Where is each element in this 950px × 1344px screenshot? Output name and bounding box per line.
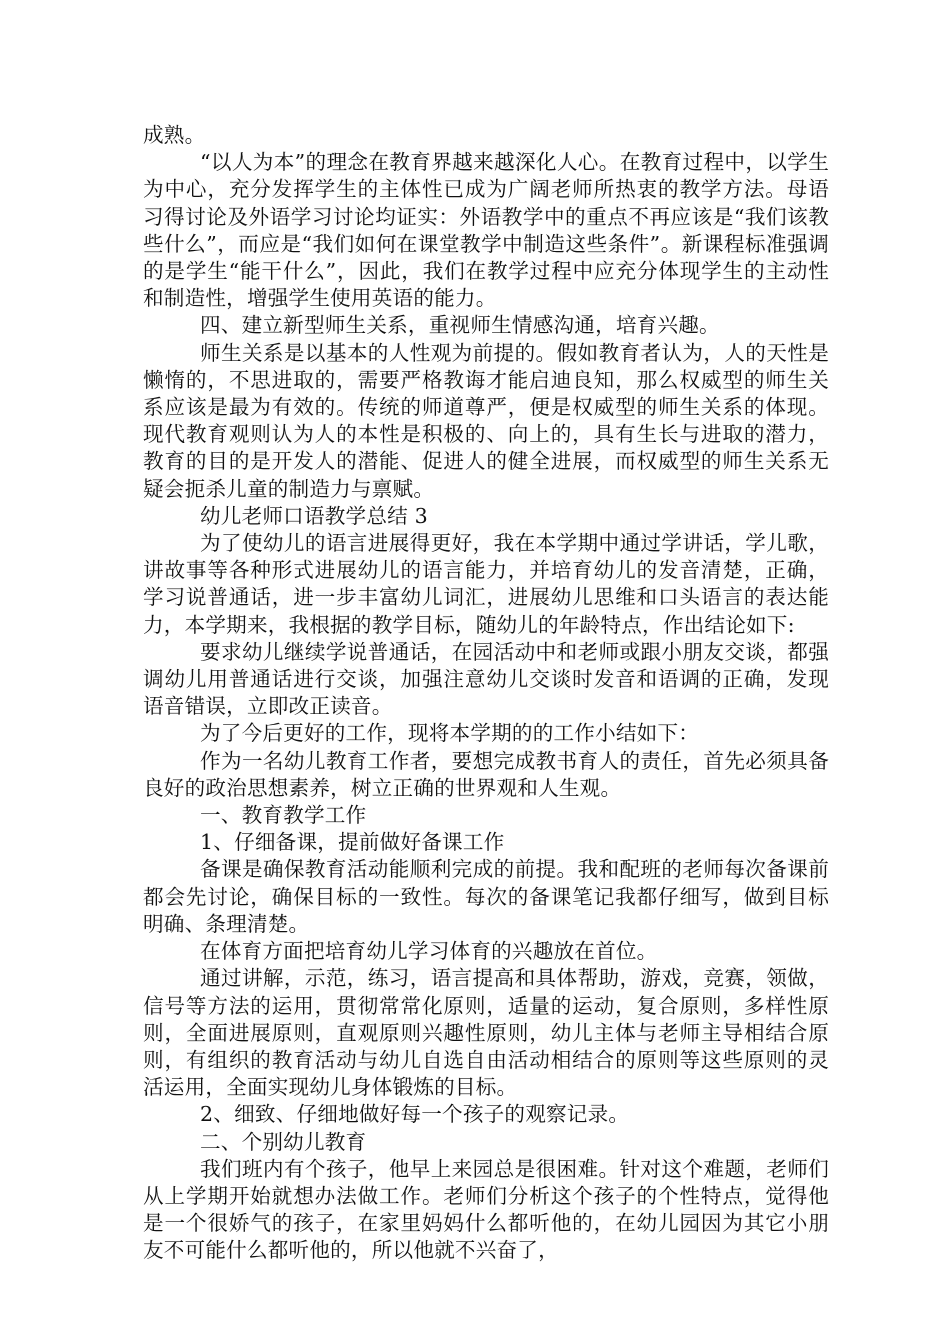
paragraph: 备课是确保教育活动能顺利完成的前提。我和配班的老师每次备课前都会先讨论，确保目标的一致性。每次的备课笔记我都仔细写，做到目标明确、条理清楚。 xyxy=(143,857,829,936)
paragraph: 通过讲解，示范，练习，语言提高和具体帮助，游戏，竞赛，领做，信号等方法的运用，贯彻常常化原则，适量的运动，复合原则，多样性原则，全面进展原则，直观原则兴趣性原则，幼儿主体与老师主导相结合原则，有组织的教育活动与幼儿自选自由活动相结合的原则等这些原则的灵活运用，全面实现幼儿身体锻炼的目标。 xyxy=(143,966,829,1100)
document-title: 幼儿老师口语教学总结 3 xyxy=(200,503,428,528)
paragraph: 成熟。 xyxy=(143,123,206,147)
paragraph: 在体育方面把培育幼儿学习体育的兴趣放在首位。 xyxy=(200,939,658,964)
document-body xyxy=(143,122,829,1265)
paragraph: 作为一名幼儿教育工作者，要想完成教书育人的责任，首先必须具备良好的政治思想素养，树立正确的世界观和人生观。 xyxy=(143,748,829,800)
paragraph: 要求幼儿继续学说普通话，在园活动中和老师或跟小朋友交谈，都强调幼儿用普通话进行交谈，加强注意幼儿交谈时发音和语调的正确，发现语音错误，立即改正读音。 xyxy=(143,639,829,719)
section-heading: 二、个别幼儿教育 xyxy=(200,1129,367,1154)
paragraph: “以人为本”的理念在教育界越来越深化人心。在教育过程中，以学生为中心，充分发挥学生的主体性已成为广阔老师所热衷的教学方法。母语习得讨论及外语学习讨论均证实：外语教学中的重点不再应该是“我们该教些什么”，而应是“我们如何在课堂教学中制造这些条件”。新课程标准强调的是学生“能干什么”，因此，我们在教学过程中应充分体现学生的主动性和制造性，增强学生使用英语的能力。 xyxy=(143,150,829,311)
subsection-heading: 2、细致、仔细地做好每一个孩子的观察记录。 xyxy=(200,1102,630,1127)
subsection-heading: 1、仔细备课，提前做好备课工作 xyxy=(200,830,505,855)
paragraph: 为了使幼儿的语言进展得更好，我在本学期中通过学讲话，学儿歌，讲故事等各种形式进展幼儿的语言能力，并培育幼儿的发音清楚，正确，学习说普通话，进一步丰富幼儿词汇，进展幼儿思维和口头语言的表达能力，本学期来，我根据的教学目标，随幼儿的年龄特点，作出结论如下: xyxy=(143,531,829,637)
section-heading: 一、教育教学工作 xyxy=(200,803,367,828)
paragraph: 师生关系是以基本的人性观为前提的。假如教育者认为，人的天性是懒惰的，不思进取的，需要严格教诲才能启迪良知，那么权威型的师生关系应该是最为有效的。传统的师道尊严，便是权威型的师生关系的体现。现代教育观则认为人的本性是积极的、向上的，具有生长与进取的潜力，教育的目的是开发人的潜能、促进人的健全进展，而权威型的师生关系无疑会扼杀儿童的制造力与禀赋。 xyxy=(143,340,829,501)
paragraph: 我们班内有个孩子，他早上来园总是很困难。针对这个难题，老师们从上学期开始就想办法做工作。老师们分析这个孩子的个性特点，觉得他是一个很娇气的孩子，在家里妈妈什么都听他的，在幼儿园因为其它小朋友不可能什么都听他的，所以他就不兴奋了， xyxy=(143,1156,829,1263)
section-heading: 四、建立新型师生关系，重视师生情感沟通，培育兴趣。 xyxy=(200,313,720,338)
paragraph: 为了今后更好的工作，现将本学期的的工作小结如下： xyxy=(200,721,700,746)
